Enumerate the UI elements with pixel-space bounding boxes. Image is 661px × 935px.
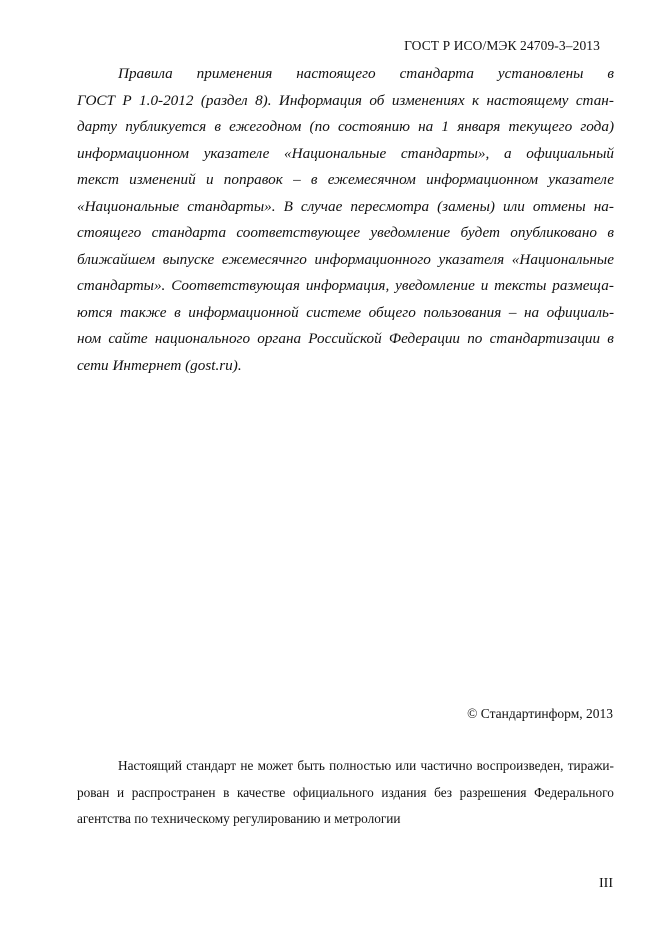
rules-line	[77, 326, 614, 353]
word: опубликовано	[510, 224, 598, 241]
word: информационном	[77, 144, 189, 162]
notice-line	[77, 753, 614, 780]
word: указателе	[203, 144, 270, 162]
word: полностью	[329, 758, 392, 773]
word: стандарты».	[77, 277, 166, 294]
word: (раздел	[200, 91, 248, 109]
word: случае	[300, 197, 343, 215]
word: в	[607, 330, 614, 347]
word: на	[418, 118, 434, 135]
notice-line: агентства по техническому регулированию и метрологии	[77, 811, 401, 826]
rules-line	[77, 300, 614, 327]
word: стандарта	[399, 65, 475, 82]
rules-line	[77, 167, 614, 194]
word: а	[503, 144, 512, 162]
word: будет	[460, 224, 500, 241]
word: информационного	[314, 250, 431, 268]
page-header-standard-id: ГОСТ Р ИСО/МЭК 24709-3–2013	[404, 38, 600, 53]
word: «Национальные	[284, 144, 387, 162]
word: публикуется	[125, 118, 207, 135]
word: без	[434, 784, 453, 800]
word: также	[120, 303, 167, 321]
word: тиражи-	[567, 758, 614, 773]
word: качестве	[236, 784, 286, 800]
word: указателе	[548, 171, 614, 188]
word: ближайшем	[77, 250, 156, 268]
word: и	[205, 171, 214, 188]
word: поправок	[223, 171, 283, 188]
word: на	[523, 303, 540, 321]
word: в	[310, 171, 318, 188]
word: официаль-	[546, 303, 614, 321]
word: распространен	[131, 784, 216, 800]
rules-line	[77, 194, 614, 221]
word: по	[467, 330, 483, 347]
word: и	[117, 784, 125, 800]
word: стандарты»,	[400, 144, 490, 162]
word: –	[293, 171, 301, 188]
page-number: III	[599, 876, 613, 891]
rules-line	[77, 141, 614, 168]
word: настоящему	[486, 91, 569, 109]
word: сайте	[108, 330, 148, 347]
word: Р	[122, 91, 132, 109]
word: Настоящий	[118, 758, 183, 773]
word: Российской	[308, 330, 382, 347]
word: размеща-	[552, 277, 614, 294]
rules-line	[77, 61, 614, 88]
word: изменений	[129, 171, 196, 188]
word: «Национальные	[77, 197, 180, 215]
word: ются	[77, 303, 113, 321]
word: настоящего	[296, 65, 376, 82]
word: не	[240, 758, 254, 773]
rules-line	[77, 247, 614, 274]
word: ГОСТ	[77, 91, 115, 109]
word: стандарта	[151, 224, 227, 241]
reproduction-notice	[77, 753, 614, 833]
word: официального	[292, 784, 374, 800]
word: изменениях	[391, 91, 465, 109]
rules-line	[77, 220, 614, 247]
rules-line	[77, 273, 614, 300]
word: информационном	[426, 171, 539, 188]
word: к	[471, 91, 480, 109]
word: или	[503, 197, 525, 215]
word: Информация	[278, 91, 362, 109]
word: января	[457, 118, 501, 135]
word: уведомление	[370, 224, 451, 241]
word: 8).	[255, 91, 272, 109]
word: пользования	[423, 303, 502, 321]
word: Правила	[118, 65, 173, 82]
word: на-	[593, 197, 614, 215]
rules-paragraph	[77, 61, 614, 379]
word: 1	[441, 118, 450, 135]
word: информационной	[188, 303, 299, 321]
rules-line	[77, 88, 614, 115]
word: Федерального	[534, 784, 614, 800]
word: –	[508, 303, 517, 321]
word: в	[607, 224, 614, 241]
word: уведомление	[395, 277, 475, 294]
rules-line	[77, 114, 614, 141]
word: указателя	[438, 250, 505, 268]
word: быть	[297, 758, 325, 773]
word: стоящего	[77, 224, 142, 241]
word: стандарт	[186, 758, 237, 773]
word: отмены	[532, 197, 586, 215]
copyright-notice: © Стандартинформ, 2013	[467, 706, 613, 721]
word: установлены	[497, 65, 584, 82]
word: (замены)	[437, 197, 495, 215]
word: в	[607, 65, 614, 82]
word: в	[223, 784, 230, 800]
word: состоянию	[337, 118, 410, 135]
word: «Национальные	[511, 250, 614, 268]
word: стандарты».	[187, 197, 276, 215]
word: выпуске	[162, 250, 215, 268]
word: дарту	[77, 118, 118, 135]
word: ежемесячнго	[221, 250, 307, 268]
rules-line: сети Интернет (gost.ru).	[77, 356, 242, 374]
word: тексты	[494, 277, 547, 294]
word: текущего	[508, 118, 573, 135]
word: текст	[77, 171, 119, 188]
word: в	[214, 118, 221, 135]
word: ежемесячном	[327, 171, 416, 188]
word: воспроизведен,	[476, 758, 564, 773]
word: Соответствующая	[171, 277, 300, 294]
word: рован	[77, 784, 110, 800]
word: частично	[420, 758, 473, 773]
word: ежегодном	[229, 118, 302, 135]
word: пересмотра	[350, 197, 430, 215]
word: ном	[77, 330, 102, 347]
word: издания	[381, 784, 427, 800]
word: стандартизации	[489, 330, 601, 347]
word: и	[480, 277, 489, 294]
word: стан-	[575, 91, 614, 109]
word: информация,	[305, 277, 390, 294]
word: в	[174, 303, 181, 321]
word: (по	[309, 118, 330, 135]
word: об	[369, 91, 385, 109]
word: официальный	[526, 144, 614, 162]
word: 1.0-2012	[139, 91, 194, 109]
word: может	[257, 758, 294, 773]
word: общего	[368, 303, 416, 321]
notice-line	[77, 780, 614, 807]
word: системе	[306, 303, 362, 321]
word: разрешения	[459, 784, 527, 800]
word: года)	[580, 118, 614, 135]
word: соответствующее	[236, 224, 361, 241]
word: Федерации	[388, 330, 461, 347]
word: или	[395, 758, 417, 773]
word: национального	[154, 330, 251, 347]
word: применения	[196, 65, 273, 82]
word: В	[283, 197, 293, 215]
word: органа	[257, 330, 302, 347]
